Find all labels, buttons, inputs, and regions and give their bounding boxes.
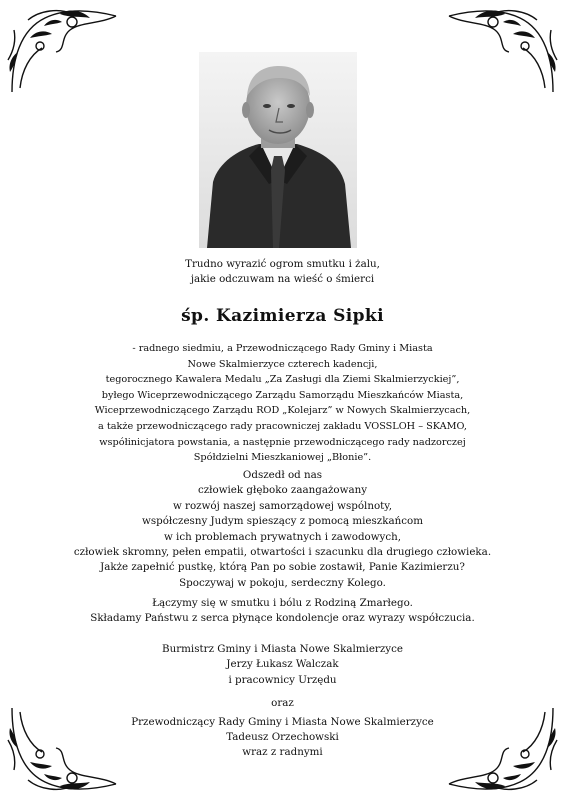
bio-line: współinicjatora powstania, a następnie przewodniczącego rady nadzorczej: [99, 436, 466, 448]
tribute-line: człowiek skromny, pełen empatii, otwartości i szacunku dla drugiego człowieka.: [73, 546, 492, 559]
tribute-line: Spoczywaj w pokoju, serdeczny Kolego.: [179, 576, 386, 589]
bio-line: byłego Wiceprzewodniczącego Zarządu Samorządu Mieszkańców Miasta,: [101, 389, 464, 401]
tribute-line: Jakże zapełnić pustkę, którą Pan po sobie zostawił, Panie Kazimierzu?: [100, 561, 465, 574]
biography: [20, 341, 545, 466]
tribute-line: w rozwój naszej samorządowej wspólnoty,: [172, 499, 393, 512]
tribute-line: w ich problemach prywatnych i zawodowych,: [163, 530, 402, 543]
signature-line: Jerzy Łukasz Walczak: [226, 658, 339, 671]
intro-text: [20, 257, 545, 286]
signature-line: Burmistrz Gminy i Miasta Nowe Skalmierzyce: [162, 643, 403, 655]
bio-line: tegorocznego Kawalera Medalu „Za Zasługi dla Ziemi Skalmierzyckiej”,: [105, 374, 460, 386]
bio-line: Wiceprzewodniczącego Zarządu ROD „Kolejarz” w Nowych Skalmierzycach,: [94, 405, 471, 417]
tribute-line: człowiek głęboko zaangażowany: [197, 484, 368, 497]
bio-line: Spółdzielni Mieszkaniowej „Błonie”.: [193, 452, 372, 464]
conjunction-oraz: oraz: [271, 697, 294, 709]
intro-line: jakie odczuwam na wieść o śmierci: [190, 272, 375, 285]
floral-corner-top-right-icon: [445, 0, 565, 100]
signature-line: wraz z radnymi: [242, 746, 323, 759]
bio-line: a także przewodniczącego rady pracowniczej zakładu VOSSLOH – SKAMO,: [98, 420, 467, 432]
condolence-text: [20, 596, 545, 627]
deceased-name: śp. Kazimierza Sipki: [181, 306, 384, 326]
signature-mayor: [20, 642, 545, 688]
bio-line: - radnego siedmiu, a Przewodniczącego Rady Gminy i Miasta: [132, 343, 433, 354]
condolence-line: Łączymy się w smutku i bólu z Rodziną Zmarłego.: [152, 597, 413, 609]
portrait-photo: [199, 52, 357, 248]
floral-corner-top-left-icon: [0, 0, 120, 100]
signature-line: i pracownicy Urzędu: [228, 673, 337, 686]
tribute-line: Odszedł od nas: [242, 469, 323, 481]
bio-line: Nowe Skalmierzyce czterech kadencji,: [187, 358, 378, 370]
signature-line: Tadeusz Orzechowski: [226, 731, 339, 744]
condolence-line: Składamy Państwu z serca płynące kondolencje oraz wyrazy współczucia.: [90, 612, 475, 625]
signature-council-chair: [20, 715, 545, 761]
tribute-text: [20, 468, 545, 591]
intro-line: Trudno wyrazić ogrom smutku i żalu,: [185, 258, 380, 270]
tribute-line: współczesny Judym spieszący z pomocą mieszkańcom: [142, 515, 423, 528]
signature-line: Przewodniczący Rady Gminy i Miasta Nowe Skalmierzyce: [131, 716, 434, 728]
